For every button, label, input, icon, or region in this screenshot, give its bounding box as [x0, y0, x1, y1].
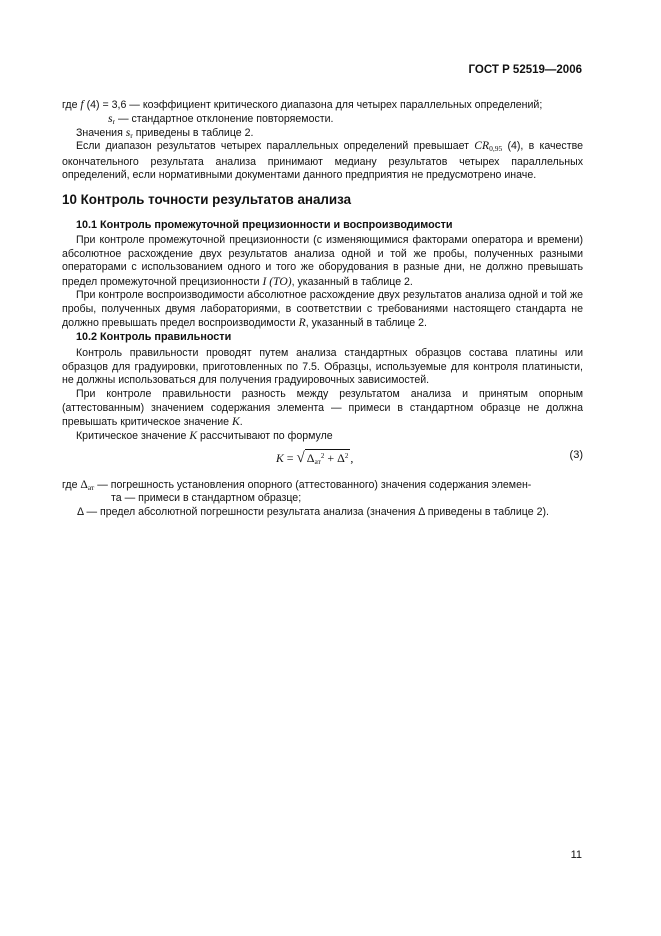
section-10-1-paragraph-2: При контроле воспроизводимости абсолютное расхождение двух результатов анализа одной и той же пробы, полученных двумя лабораториями, в соответствии с требованиями настоящего стандарта не должно превышать предел воспроизводимости R, указанный в таблице 2. [62, 289, 583, 330]
intro-line-3: Значения $s_r$ приведены в таблице 2. [76, 126, 254, 140]
function-symbol: f [80, 98, 84, 111]
legend-item-delta: Δ — предел абсолютной погрешности результата анализа (значения Δ приведены в таблице 2). [77, 506, 549, 518]
r-symbol: R [298, 316, 306, 330]
section-10-2-paragraph-1: Контроль правильности проводят путем анализа стандартных образцов состава платины или образцов для градуировки, приготовленных по 7.5. Образцы, используемые для контроля платинысти, не должны использоваться для получения градуировочных зависимостей. [62, 347, 583, 387]
section-10-2-heading: 10.2 Контроль правильности [76, 331, 232, 343]
section-10-2-paragraph-2: При контроле правильности разность между результатом анализа и принятым опорным (аттестованным) значением содержания элемента — примеси в стандартном образце не должна превышать критическое значение K. [62, 388, 583, 429]
intro-paragraph: Если диапазон результатов четырех параллельных определений превышает $CR_{0,95}$ (4), в качестве окончательного результата анализа принимают медиану результатов четырех параллельных определений, если нормативными документами данного предприятия не предусмотрено иначе. [62, 139, 583, 182]
intro-line-2-text: — стандартное отклонение повторяемости. [115, 113, 334, 125]
sr-symbol: $s_r$ [108, 112, 116, 126]
equation-number: (3) [569, 449, 583, 461]
legend-item-delta-at: где $\Delta_{ат}$ — погрешность установления опорного (аттестованного) значения содержания элемен- [62, 478, 532, 492]
legend-item-delta-at-cont: та — примеси в стандартном образце; [111, 492, 302, 504]
intro-line-1-text: (4) = 3,6 — коэффициент критического диапазона для четырех параллельных определений; [83, 99, 543, 111]
radicand: $\Delta_{ат}^2 + \Delta^2$ [305, 449, 351, 469]
page-number: 11 [570, 849, 582, 861]
sqrt-sign: √ [296, 450, 305, 466]
i-to-symbol: I (TO) [262, 274, 292, 288]
k-symbol: K [189, 429, 198, 442]
formula-lhs: K [276, 452, 284, 465]
sr-symbol: $s_r$ [125, 126, 133, 140]
delta-at-symbol: $\Delta_{ат}$ [80, 478, 95, 492]
k-symbol: K [232, 415, 240, 429]
document-header: ГОСТ Р 52519—2006 [468, 64, 582, 76]
section-10-1-heading: 10.1 Контроль промежуточной прецизионности и воспроизводимости [76, 219, 453, 231]
cr-symbol: $CR_{0,95}$ [474, 139, 503, 153]
section-10-2-paragraph-3: Критическое значение K рассчитывают по формуле [76, 429, 333, 442]
delta-symbol: Δ [77, 506, 84, 518]
section-10-1-paragraph-1: При контроле промежуточной прецизионности (с изменяющимися факторами оператора и времени) абсолютное расхождение двух результатов анализа одной и той же пробы, полученных разными операторами с использованием одного и того же оборудования в разные дни, не должно превышать предел промежуточной прецизионности I (TO), указанный в таблице 2. [62, 234, 583, 288]
intro-line-1 [62, 98, 583, 113]
section-10-heading: 10 Контроль точности результатов анализа [62, 192, 352, 207]
where-label: где [62, 99, 78, 111]
formula-3: K = √ $\Delta_{ат}^2 + \Delta^2$ , [276, 449, 353, 469]
